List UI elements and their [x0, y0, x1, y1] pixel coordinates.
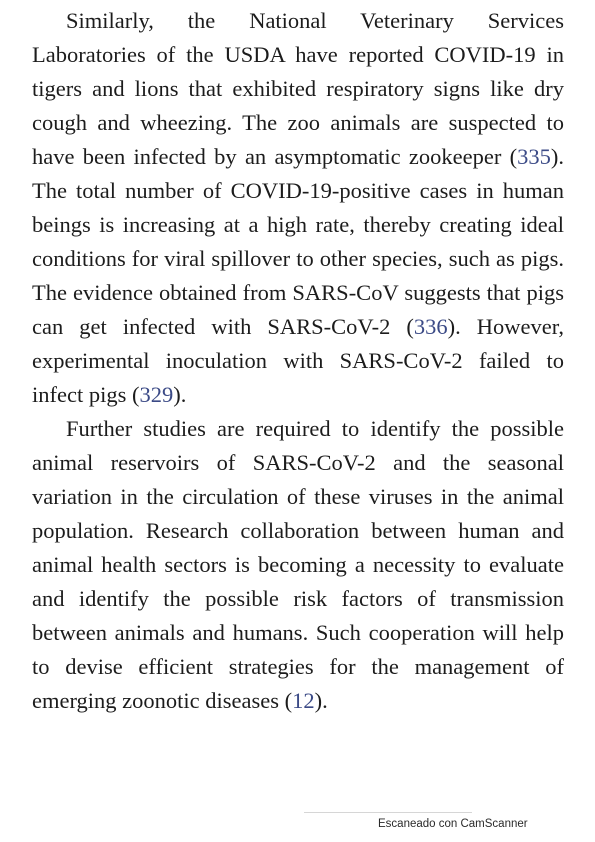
footer-divider [304, 812, 472, 813]
paragraph-2-text-1: Further studies are required to identify the possible animal reservoirs of SARS-CoV-2 and the seasonal variation in the circulation of these viruses in the animal population. Research collaboration between human and animal health sectors is becoming a necessity to evaluate and identify the possible risk factors of transmission between animals and humans. Such cooperation will help to devise efficient strategies for the management of emerging zoonotic diseases ( [32, 416, 564, 713]
scanner-watermark: Escaneado con CamScanner [378, 818, 528, 830]
paragraph-2-text-2: ). [314, 688, 328, 713]
citation-335[interactable]: 335 [517, 144, 551, 169]
paragraph-1-text-3: ). However, experimental inoculation with SARS-CoV-2 failed to infect pigs ( [32, 314, 564, 407]
paragraph-1-text-2: ). The total number of COVID-19-positive cases in human beings is increasing at a high rate, thereby creating ideal conditions for viral spillover to other species, such as pigs. The evidence obtained from SARS-CoV suggests that pigs can get infected with SARS-CoV-2 ( [32, 144, 564, 339]
citation-12[interactable]: 12 [292, 688, 315, 713]
paragraph-1-text-1: Similarly, the National Veterinary Services Laboratories of the USDA have reported COVID-19 in tigers and lions that exhibited respiratory signs like dry cough and wheezing. The zoo animals are suspected to have been infected by an asymptomatic zookeeper ( [32, 8, 564, 169]
paragraph-further-studies [32, 412, 564, 718]
citation-336[interactable]: 336 [413, 314, 448, 339]
paragraph-covid-animals [32, 4, 564, 412]
citation-329[interactable]: 329 [139, 382, 174, 407]
paragraph-1-text-4: ). [173, 382, 187, 407]
body-text [32, 4, 564, 718]
